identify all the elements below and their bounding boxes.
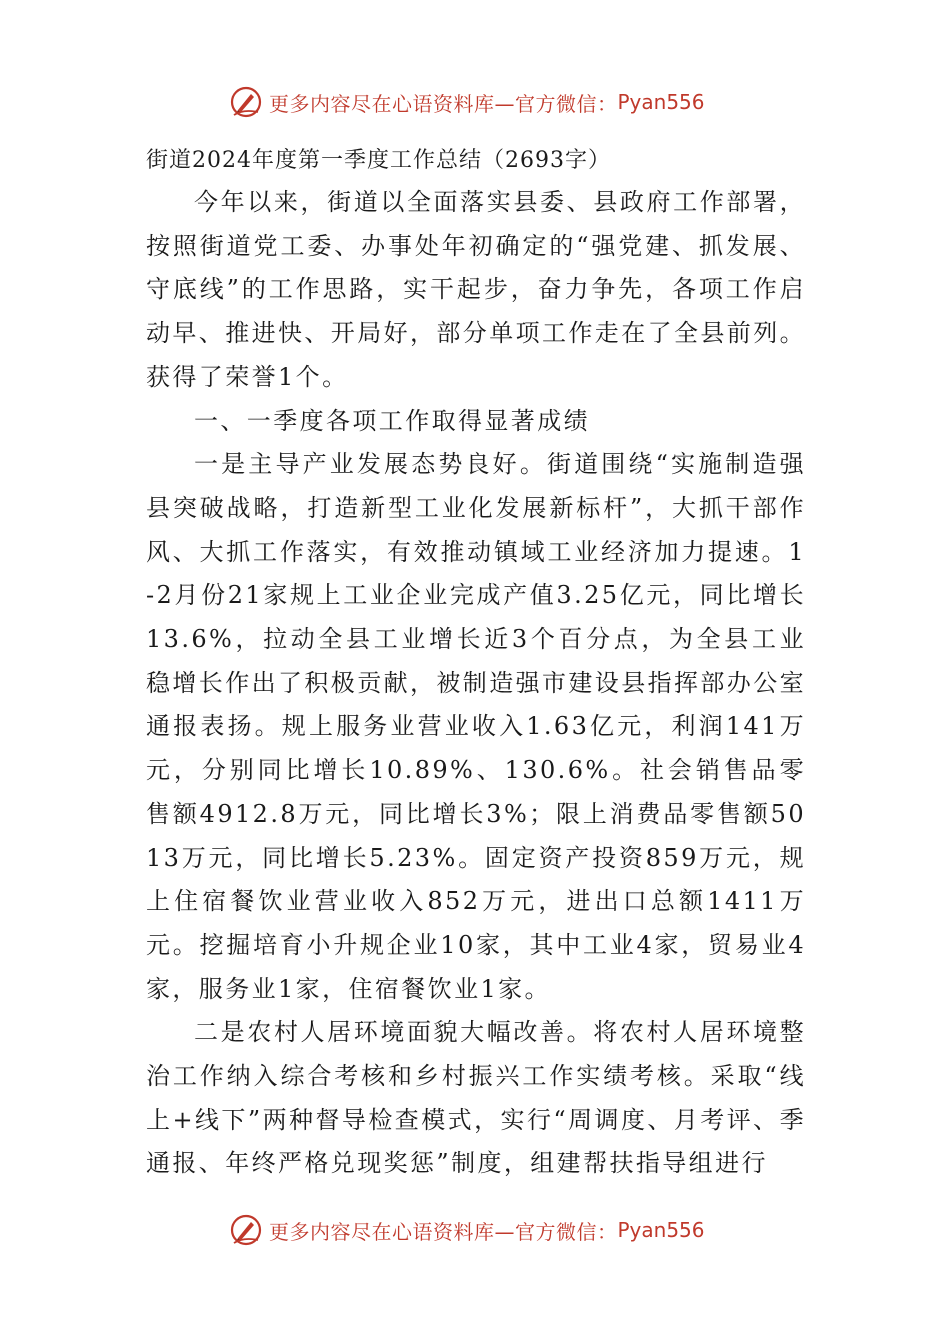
document-title: 街道2024年度第一季度工作总结（2693字） <box>146 148 611 173</box>
paragraph-environment: 二是农村人居环境面貌大幅改善。将农村人居环境整治工作纳入综合考核和乡村振兴工作实绩考核。采取“线上+线下”两种督导检查模式，实行“周调度、月考评、季通报、年终严格兑现奖惩”制度，组建帮扶指导组进行 <box>146 1018 806 1178</box>
watermark-wechat-id: Pyan556 <box>617 1218 705 1242</box>
paragraph-intro: 今年以来，街道以全面落实县委、县政府工作部署，按照街道党工委、办事处年初确定的“强党建、抓发展、守底线”的工作思路，实干起步，奋力争先，各项工作启动早、推进快、开局好，部分单项工作走在了全县前列。获得了荣誉1个。 <box>146 188 806 391</box>
brush-pen-logo-icon <box>229 1213 263 1247</box>
watermark-text: 更多内容尽在心语资料库—官方微信： <box>269 1219 618 1244</box>
watermark-wechat-id: Pyan556 <box>617 90 705 114</box>
section-heading: 一、一季度各项工作取得显著成绩 <box>194 406 590 435</box>
watermark-text: 更多内容尽在心语资料库—官方微信： <box>269 91 618 116</box>
brush-pen-logo-icon <box>229 85 263 119</box>
watermark-footer <box>229 1210 705 1250</box>
paragraph-industry: 一是主导产业发展态势良好。街道围绕“实施制造强县突破战略，打造新型工业化发展新标杆”，大抓干部作风、大抓工作落实，有效推动镇域工业经济加力提速。1-2月份21家规上工业企业完成产值3.25亿元，同比增长13.6%，拉动全县工业增长近3个百分点，为全县工业稳增长作出了积极贡献，被制造强市建设县指挥部办公室通报表扬。规上服务业营业收入1.63亿元，利润141万元，分别同比增长10.89%、130.6%。社会销售品零售额4912.8万元，同比增长3%；限上消费品零售额5013万元，同比增长5.23%。固定资产投资859万元，规上住宿餐饮业营业收入852万元，进出口总额1411万元。挖掘培育小升规企业10家，其中工业4家，贸易业4家，服务业1家，住宿餐饮业1家。 <box>146 450 806 1003</box>
watermark-header <box>229 82 705 122</box>
document-body <box>146 141 806 1186</box>
